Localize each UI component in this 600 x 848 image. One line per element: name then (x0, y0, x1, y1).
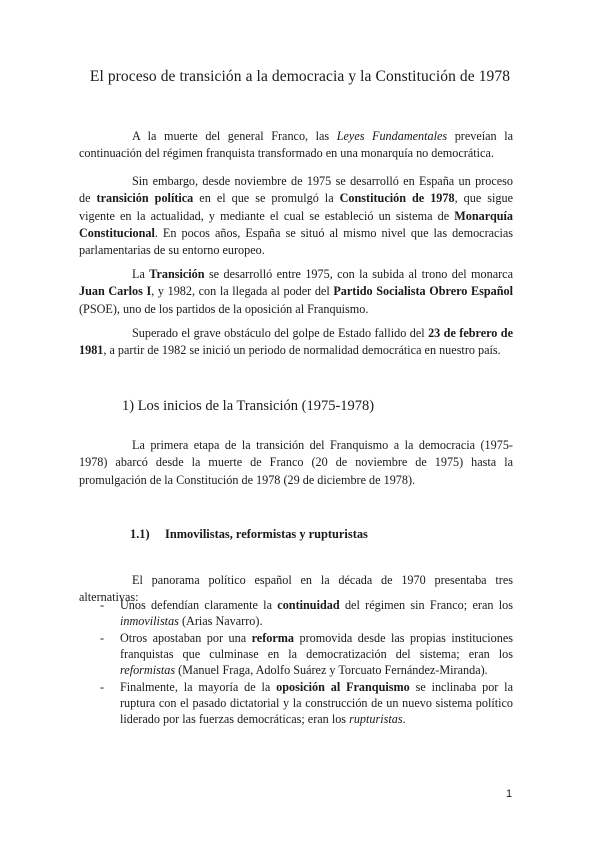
paragraph-3 (79, 266, 513, 318)
list-item (120, 630, 513, 678)
subsection-intro: El panorama político español en la década de 1970 presentaba tres alternativas: (79, 573, 513, 605)
text: (PSOE), uno de los partidos de la oposición al Franquismo. (79, 301, 369, 316)
text: promovida desde las propias instituciones franquistas que culminase en la democratización del sistema; eran los (120, 631, 513, 661)
text: preveían la continuación del régimen franquista transformado en una monarquía no democrática. (79, 129, 513, 161)
subsection-heading (130, 527, 368, 542)
paragraph-2 (79, 173, 513, 259)
text: (Manuel Fraga, Adolfo Suárez y Torcuato Fernández-Miranda). (175, 663, 488, 677)
subsection-number: 1.1) (130, 527, 150, 541)
text: se inclinaba por la ruptura con el pasado dictatorial y la construcción de un nuevo sistema político liderado por las fuerzas democráticas; eran los (120, 680, 513, 726)
text: . En pocos años, España se situó al mismo nivel que las democracias parlamentarias de su entorno europeo. (79, 225, 513, 258)
emphasis: reforma (251, 631, 294, 645)
emphasis: Leyes Fundamentales (336, 129, 448, 143)
text: del régimen sin Franco; eran los (339, 598, 513, 612)
page-title: El proceso de transición a la democracia y la Constitución de 1978 (89, 68, 511, 85)
emphasis: oposición al Franquismo (276, 680, 410, 694)
text: Superado el grave obstáculo del golpe de Estado fallido del (132, 326, 429, 340)
text: Sin embargo, desde noviembre de 1975 se desarrolló en España un proceso de (79, 174, 513, 206)
list-item (120, 679, 513, 727)
text: Finalmente, la mayoría de la (120, 680, 277, 694)
emphasis: rupturistas (349, 712, 403, 726)
emphasis: continuidad (277, 598, 340, 612)
emphasis: 23 de febrero de 1981 (79, 326, 513, 358)
paragraph-4 (79, 325, 513, 360)
emphasis: reformistas (120, 663, 176, 677)
text: Unos defendían claramente la (120, 598, 278, 612)
page-number: 1 (506, 788, 513, 800)
subsection-title: Inmovilistas, reformistas y rupturistas (165, 527, 368, 541)
text: (Arias Navarro). (178, 614, 263, 628)
text: La (132, 267, 150, 281)
alternatives-list (120, 597, 513, 728)
emphasis: Partido Socialista Obrero Español (333, 284, 514, 299)
text: , que sigue vigente en la actualidad, y mediante el cual se estableció un sistema de (79, 191, 513, 223)
list-item (120, 597, 513, 629)
emphasis: inmovilistas (120, 614, 179, 628)
text: A la muerte del general Franco, las (132, 129, 337, 143)
text: . (402, 712, 406, 726)
text: , a partir de 1982 se inició un periodo de normalidad democrática en nuestro país. (103, 343, 501, 358)
section-heading: 1) Los inicios de la Transición (1975-1978) (122, 398, 375, 414)
emphasis: transición política (96, 191, 194, 206)
text: se desarrolló entre 1975, con la subida al trono del monarca (204, 267, 513, 281)
emphasis: Juan Carlos I (79, 284, 152, 299)
text: , y 1982, con la llegada al poder del (151, 284, 334, 299)
emphasis: Transición (149, 267, 205, 281)
emphasis: Monarquía Constitucional (79, 208, 513, 240)
section-paragraph: La primera etapa de la transición del Franquismo a la democracia (1975-1978) abarcó desde la muerte de Franco (20 de noviembre de 1975) hasta la promulgación de la Constitución de 1978 (29 de diciembre de 1978). (79, 438, 513, 487)
emphasis: Constitución de 1978 (339, 191, 455, 206)
text: Otros apostaban por una (120, 631, 252, 645)
paragraph-1 (79, 128, 513, 163)
text: en el que se promulgó la (193, 191, 340, 206)
